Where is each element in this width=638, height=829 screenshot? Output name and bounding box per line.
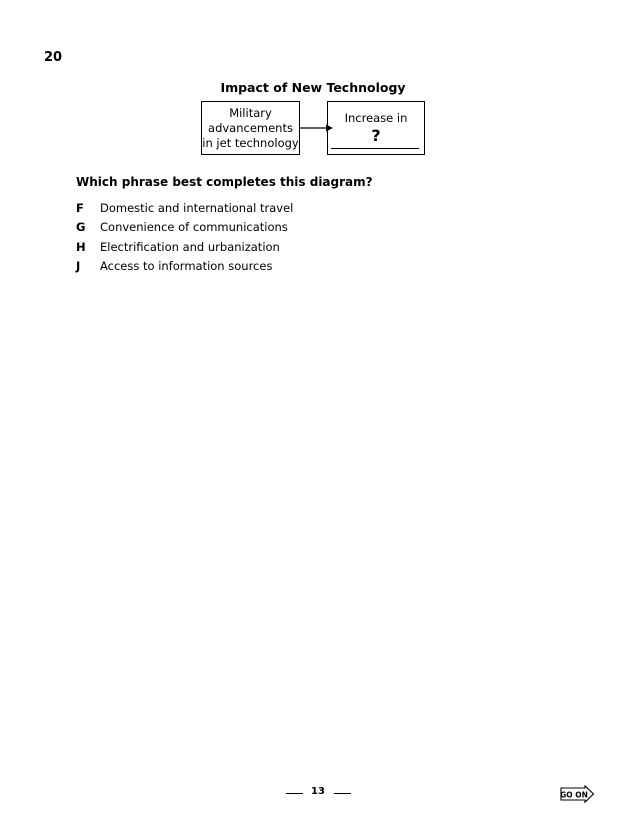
answer-blank-line: [331, 148, 419, 149]
cause-text: [202, 106, 298, 151]
choice-j[interactable]: [76, 257, 293, 277]
answer-choices: [76, 198, 293, 276]
choice-letter: H: [76, 239, 86, 254]
choice-letter: J: [76, 259, 81, 274]
go-on-label: GO ON: [560, 790, 588, 800]
choice-text: Convenience of communications: [100, 220, 288, 235]
choice-f[interactable]: [76, 198, 293, 218]
effect-label: Increase in: [344, 111, 408, 125]
choice-text: Electrification and urbanization: [100, 239, 280, 254]
question-number: 20: [44, 50, 63, 65]
effect-box: [327, 101, 425, 155]
choice-letter: G: [76, 220, 86, 235]
choice-text: Access to information sources: [100, 259, 273, 274]
cause-box: [201, 101, 300, 155]
choice-text: Domestic and international travel: [100, 200, 294, 215]
footer-rule-right: [334, 793, 351, 794]
diagram-title: Impact of New Technology: [220, 80, 406, 95]
cause-line: advancements: [208, 120, 293, 135]
page-number: 13: [311, 786, 325, 797]
cause-line: Military: [229, 105, 272, 120]
choice-letter: F: [76, 200, 84, 215]
choice-g[interactable]: [76, 218, 293, 238]
choice-h[interactable]: [76, 237, 293, 257]
question-stem: Which phrase best completes this diagram?: [76, 175, 373, 189]
go-on-arrow-icon: [559, 785, 595, 803]
cause-line: in jet technology: [202, 135, 299, 150]
effect-blank-marker: ?: [371, 126, 381, 145]
